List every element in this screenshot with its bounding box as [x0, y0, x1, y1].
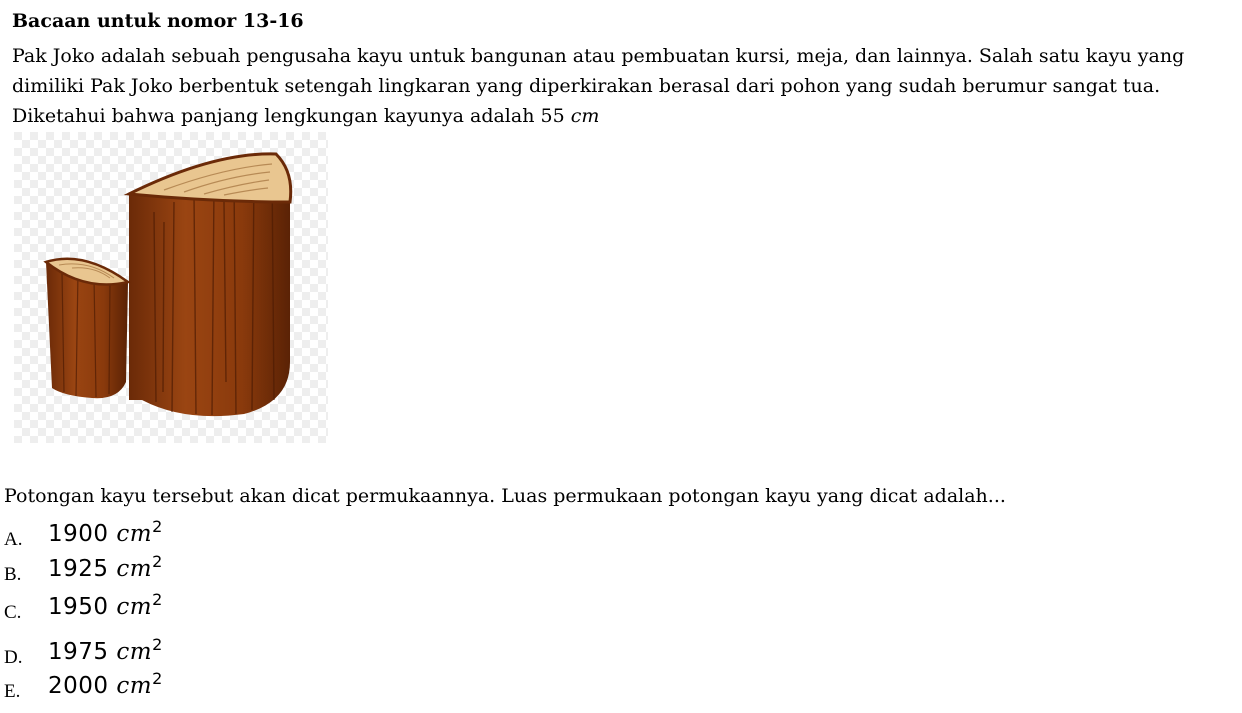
option-d[interactable]	[4, 635, 404, 673]
option-c[interactable]	[4, 590, 404, 628]
option-letter: A.	[4, 529, 23, 550]
option-e[interactable]	[4, 669, 404, 707]
option-value: 1900 $cm^2$	[48, 517, 163, 547]
wood-logs-figure	[14, 132, 328, 443]
option-letter: D.	[4, 647, 23, 668]
option-value: 1950 $cm^2$	[48, 590, 163, 620]
half-cylinder-logs-image	[14, 132, 328, 443]
option-value: 1975 $cm^2$	[48, 635, 163, 665]
question-text: Potongan kayu tersebut akan dicat permukaannya. Luas permukaan potongan kayu yang dicat adalah...	[4, 485, 1006, 507]
section-heading: Bacaan untuk nomor 13-16	[12, 10, 304, 32]
option-letter: E.	[4, 681, 21, 702]
option-b[interactable]	[4, 552, 404, 590]
option-letter: C.	[4, 602, 22, 623]
passage-body: Pak Joko adalah sebuah pengusaha kayu untuk bangunan atau pembuatan kursi, meja, dan lainnya. Salah satu kayu yang dimiliki Pak Joko berbentuk setengah lingkaran yang diperkirakan berasal dari pohon yang sudah berumur sangat tua. Diketahui bahwa panjang lengkungan kayunya adalah 55	[12, 45, 1185, 127]
option-value: 2000 $cm^2$	[48, 669, 163, 699]
option-value: 1925 $cm^2$	[48, 552, 163, 582]
passage-unit: cm	[570, 105, 600, 127]
option-letter: B.	[4, 564, 22, 585]
passage-text	[12, 41, 1240, 131]
option-a[interactable]	[4, 517, 404, 555]
